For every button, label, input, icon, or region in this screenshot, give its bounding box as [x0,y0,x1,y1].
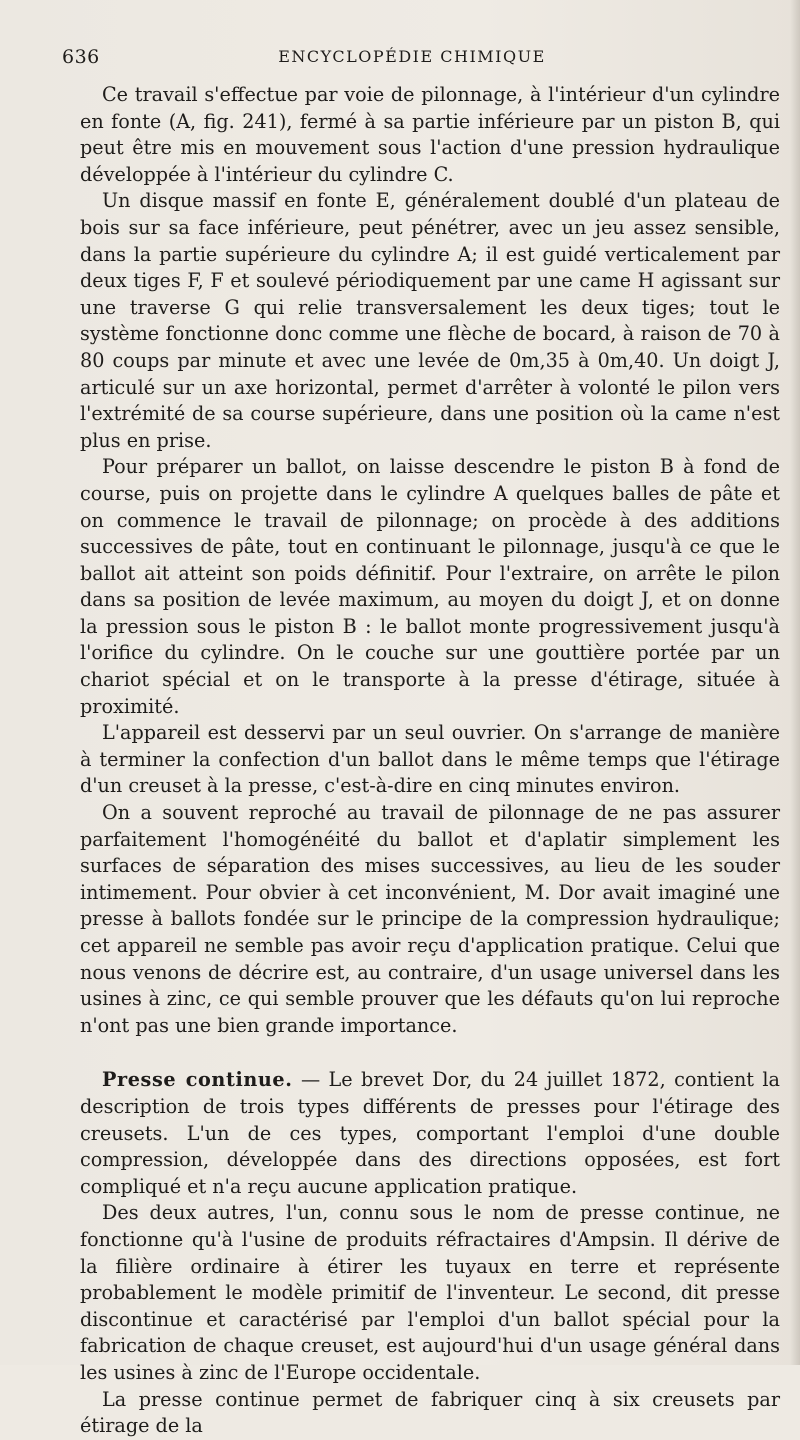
paragraph: Pour préparer un ballot, on laisse descendre le piston B à fond de course, puis on projette dans le cylindre A quelques balles de pâte et on commence le travail de pilonnage; on procède à des additions successives de pâte, tout en continuant le pilonnage, jusqu'à ce que le ballot ait atteint son poids définitif. Pour l'extraire, on arrête le pilon dans sa position de levée maximum, au moyen du doigt J, et on donne la pression sous le piston B : le ballot monte progressivement jusqu'à l'orifice du cylindre. On le couche sur une gouttière portée par un chariot spécial et on le transporte à la presse d'étirage, située à proximité. [80,455,780,718]
section-intro: — Le brevet Dor, du 24 juillet 1872, contient la description de trois types différents de presses pour l'étirage des creusets. L'un de ces types, comportant l'emploi d'une double compression, développée dans des directions opposées, est fort compliqué et n'a reçu aucune application pratique. [80,1068,781,1198]
paragraph: On a souvent reproché au travail de pilonnage de ne pas assurer parfaitement l'homogénéité du ballot et d'aplatir simplement les surfaces de séparation des mises successives, au lieu de les souder intimement. Pour obvier à cet inconvénient, M. Dor avait imaginé une presse à ballots fondée sur le principe de la compression hydraulique; cet appareil ne semble pas avoir reçu d'application pratique. Celui que nous venons de décrire est, au contraire, d'un usage universel dans les usines à zinc, ce qui semble prouver que les défauts qu'on lui reproche n'ont pas une bien grande importance. [80,801,780,1037]
running-title: ENCYCLOPÉDIE CHIMIQUE [278,47,546,66]
section-title: Presse continue. [102,1068,293,1092]
paragraph: Ce travail s'effectue par voie de pilonnage, à l'intérieur d'un cylindre en fonte (A, fig. 241), fermé à sa partie inférieure par un piston B, qui peut être mis en mouvement sous l'action d'une pression hydraulique développée à l'intérieur du cylindre C. [80,83,780,186]
page-number: 636 [62,46,100,68]
page-header [62,46,762,70]
page-edge-shadow [790,0,800,1365]
paragraph: Un disque massif en fonte E, généralement doublé d'un plateau de bois sur sa face inférieure, peut pénétrer, avec un jeu assez sensible, dans la partie supérieure du cylindre A; il est guidé verticalement par deux tiges F, F et soulevé périodiquement par une came H agissant sur une traverse G qui relie transversalement les deux tiges; tout le système fonctionne donc comme une flèche de bocard, à raison de 70 à 80 coups par minute et avec une levée de 0m,35 à 0m,40. Un doigt J, articulé sur un axe horizontal, permet d'arrêter à volonté le pilon vers l'extrémité de sa course supérieure, dans une position où la came n'est plus en prise. [80,189,780,452]
section-paragraph [80,1067,780,1200]
paragraph: La presse continue permet de fabriquer cinq à six creusets par étirage de la [80,1387,780,1438]
paragraph: L'appareil est desservi par un seul ouvrier. On s'arrange de manière à terminer la confection d'un ballot dans le même temps que l'étirage d'un creuset à la presse, c'est-à-dire en cinq minutes environ. [80,721,780,798]
paragraph: Des deux autres, l'un, connu sous le nom de presse continue, ne fonctionne qu'à l'usine de produits réfractaires d'Ampsin. Il dérive de la filière ordinaire à étirer les tuyaux en terre et représente probablement le modèle primitif de l'inventeur. Le second, dit presse discontinue et caractérisé par l'emploi d'un ballot spécial pour la fabrication de chaque creuset, est aujourd'hui d'un usage général dans les usines à zinc de l'Europe occidentale. [80,1201,780,1384]
body-text [80,82,780,1440]
